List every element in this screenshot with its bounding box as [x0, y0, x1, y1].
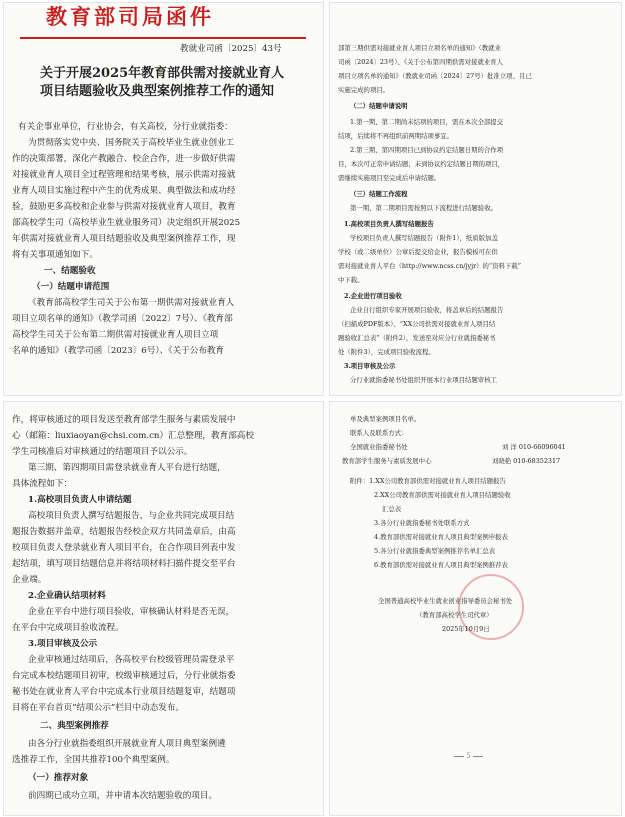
body-line: 项目立项名单的通知》（教学司函〔2022〕7号）、《教育部 [12, 314, 233, 324]
body-line: （扫描成PDF版本）、“XX公司供需对接就业育人项目结 [338, 320, 496, 328]
body-line: 单及典型案例项目名单。 [350, 415, 421, 423]
contact-person: 刘 洋 010-66096041 [502, 443, 566, 451]
contact-person: 刘晓艳 010-68352317 [492, 457, 561, 465]
body-line: 需继续实施项目至完成后申请结题。 [338, 174, 441, 182]
step-heading: 3.项目审核及公示 [344, 362, 396, 370]
body-line: 具体流程如下： [12, 479, 73, 489]
document-page-3 [4, 402, 323, 815]
body-line: 心（邮箱：liuxiaoyan@chsi.com.cn）汇总整理，教育部高校 [12, 431, 254, 441]
body-line: 2.第三期、第四期项目已到协议约定结题日期的合作项 [350, 146, 504, 154]
body-line: 学生司核准后对审核通过的结题项目予以公示。 [12, 447, 193, 457]
body-line: 年供需对接就业育人项目结题验收及典型案例推荐工作，现 [12, 234, 236, 244]
page-number-value: 5 [466, 752, 471, 760]
document-title-line-2: 项目结题验收及典型案例推荐工作的通知 [40, 84, 275, 99]
body-line: 项目立项名单的通知》（教就业司函〔2024〕27号）批准立项、且已 [338, 72, 532, 80]
body-line: 选推荐工作，全国共推荐100个典型案例。 [12, 755, 175, 765]
body-line: 学校项目负责人撰写结题报告（附件1），纸质版加盖 [350, 234, 498, 242]
body-line: 联系人及联系方式： [350, 429, 408, 437]
step-heading: 1.高校项目负责人申请结题 [28, 495, 132, 505]
body-line: 台完成本校结题项目初审，校级审核通过后，分行业就指委 [12, 671, 236, 681]
body-line: 企业自行组织专家开展项目验收，将盖章后的结题报告 [350, 306, 504, 314]
signature-dept: （教育部高校学生司代章） [416, 611, 493, 619]
attachment-line: 汇总表 [382, 505, 402, 513]
signature-org: 全国普通高校毕业生就业创业指导委员会秘书处 [378, 597, 513, 605]
body-line: 前四期已成功立项，并申请本次结题验收的项目。 [28, 791, 218, 801]
body-line: 司函〔2024〕23号）、《关于公布第四期供需对接就业育人 [338, 58, 503, 66]
body-line: 高校学生司关于公布第二期供需对接就业育人项目立项 [12, 330, 219, 340]
letterhead-title: 教育部司局函件 [46, 4, 214, 29]
attachment-line: 5.各分行业就指委典型案例推荐名单汇总表 [374, 547, 496, 555]
body-line: 分行业就指委秘书处组织开展本行业项目结题审核工 [350, 376, 497, 384]
body-line: 验，鼓励更多高校和企业参与供需对接就业育人项目，教育 [12, 202, 236, 212]
subsection-heading: （一）推荐对象 [28, 773, 89, 783]
document-page-1 [4, 3, 323, 395]
body-line: 起结项，填写项目结题信息并将结项材料扫描件提交至平台 [12, 559, 236, 569]
document-page-4 [330, 402, 621, 815]
page-number [454, 750, 483, 762]
body-line: 目，本次可正常申请结题；未到协议约定结题日期的项目， [338, 160, 505, 168]
body-line: 企业在平台中进行项目验收，审核确认材料是否无误， [28, 607, 235, 617]
body-line: 学校（或二级单位）公章后提交给企业，报告模板可在供 [338, 248, 498, 256]
section-heading: 二、典型案例推荐 [40, 721, 109, 731]
contact-org: 全国就业指委秘书处 [350, 443, 408, 451]
attachment-line: 6.教育部供需对接就业育人项目典型案例推荐表 [374, 561, 508, 569]
step-heading: 2.企业进行项目验收 [344, 292, 402, 300]
body-line: 高校项目负责人撰写结题报告，与企业共同完成项目结 [28, 511, 235, 521]
body-line: 在平台中完成项目验收流程。 [12, 623, 124, 633]
step-heading: 1.高校项目负责人撰写结题报告 [344, 220, 434, 228]
document-title-line-1: 关于开展2025年教育部供需对接就业育人 [40, 66, 285, 81]
letterhead-rule [20, 37, 306, 39]
attachment-line: 附件：1.XX公司教育部供需对接就业育人项目结题报告 [350, 477, 506, 485]
step-heading: 2.企业确认结项材料 [28, 591, 106, 601]
body-line: 中下载。 [338, 276, 364, 284]
body-line: 1.第一期、第二期尚未结项的项目，需在本次全部提交 [350, 118, 504, 126]
body-line: 部高校学生司（高校毕业生就业服务司）决定组织开展2025 [12, 218, 241, 228]
body-line: 对接就业育人项目全过程管理和结果考核，展示供需对接就 [12, 170, 236, 180]
body-line: 为贯彻落实党中央、国务院关于高校毕业生就业创业工 [28, 138, 235, 148]
section-heading: 一、结题验收 [44, 266, 96, 276]
body-line: 秘书处在就业育人平台中完成本行业项目结题复审，结题项 [12, 687, 236, 697]
body-line: 业育人项目实施过程中产生的优秀成果、典型做法和成功经 [12, 186, 236, 196]
attachment-line: 4.教育部供需对接就业育人项目典型案例申报表 [374, 533, 508, 541]
salutation: 有关企事业单位，行业协会，有关高校，分行业就指委： [18, 122, 233, 132]
body-line: 企业端。 [12, 575, 47, 585]
body-line: 目将在平台首页“结项公示”栏目中动态发布。 [12, 703, 185, 713]
body-line: 校项目负责人登录就业育人项目平台，在合作项目列表中发 [12, 543, 236, 553]
body-line: 结项，后续将不再组织前两期结项事宜。 [338, 132, 454, 140]
body-line: 企业审核通过结项后，各高校平台校级管理员需登录平 [28, 655, 235, 665]
body-line: 作的决策部署，深化产教融合、校企合作，进一步做好供需 [12, 154, 236, 164]
body-line: 名单的通知》（教学司函〔2023〕6号）、《关于公布教育 [12, 346, 225, 356]
body-line: 第一期、第二期项目需按照以下流程进行结题验收。 [350, 204, 497, 212]
attachment-line: 3.各分行业就指委秘书处联系方式 [374, 519, 470, 527]
body-line: 题报告数据并盖章，结题报告经校企双方共同盖章后，由高 [12, 527, 236, 537]
subsection-heading: （二）结题申请说明 [350, 102, 408, 110]
body-line: 将有关事项通知如下。 [12, 250, 98, 260]
body-line: 需对接就业育人平台（http://www.ncss.cn/jyjr）的“资料下载” [338, 262, 522, 270]
body-line: 第三期、第四期项目需登录就业育人平台进行结题， [28, 463, 226, 473]
body-line: 由各分行业就指委组织开展就业育人项目典型案例遴 [28, 739, 226, 749]
body-line: 实施完成的项目。 [338, 86, 390, 94]
document-page-2 [330, 3, 621, 395]
contact-org: 教育部学生服务与素质发展中心 [342, 457, 432, 465]
signature-date: 2025年10月9日 [442, 625, 490, 633]
attachment-line: 2.XX公司教育部供需对接就业育人项目结题验收 [374, 491, 511, 499]
step-heading: 3.项目审核及公示 [28, 639, 98, 649]
subsection-heading: （一）结题申请范围 [32, 282, 110, 292]
body-line: 作，将审核通过的项目发送至教育部学生服务与素质发展中 [12, 415, 236, 425]
body-line: 处（附件3），完成项目验收流程。 [338, 348, 435, 356]
document-number: 教就业司函〔2025〕43号 [180, 44, 282, 54]
body-line: 《教育部高校学生司关于公布第一期供需对接就业育人 [28, 298, 235, 308]
subsection-heading: （三）结题工作流程 [350, 190, 408, 198]
body-line: 题验收汇总表”（附件2），发送至对应分行业就指委秘书 [338, 334, 496, 342]
body-line: 部第三期供需对接就业育人项目立项名单的通知》（教就业 [338, 44, 501, 52]
